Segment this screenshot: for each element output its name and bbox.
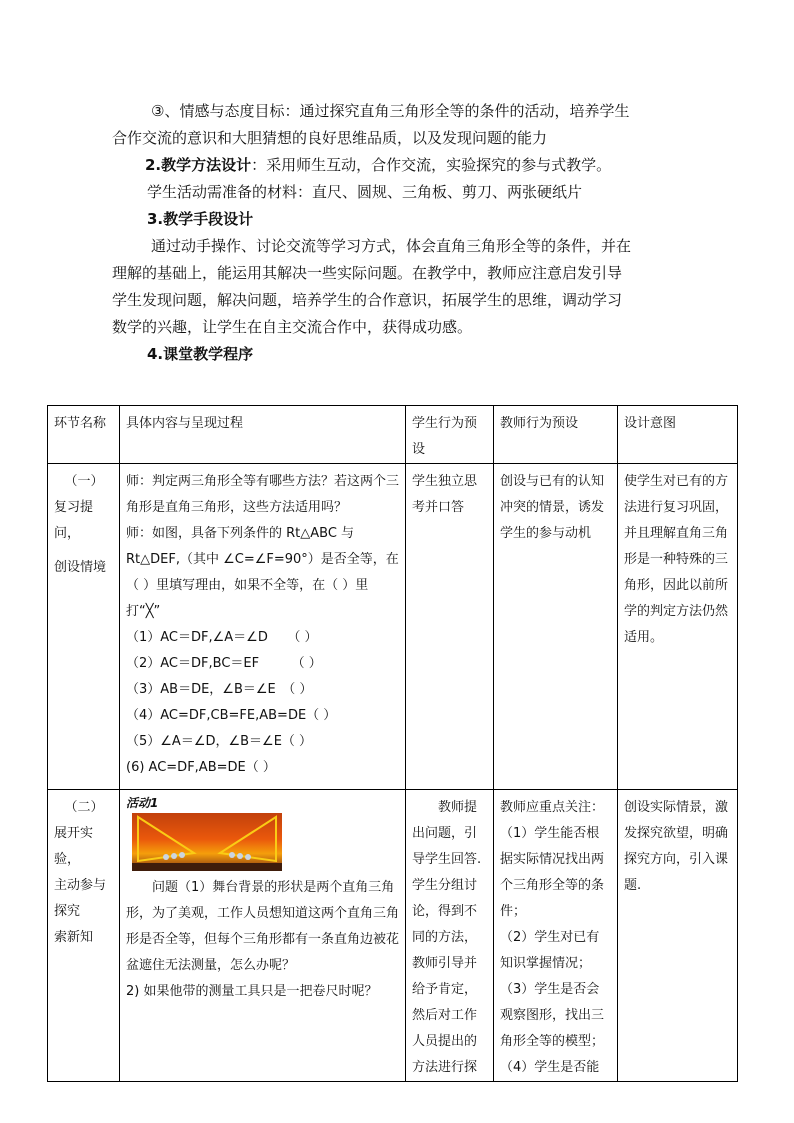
row1-item-5: （5）∠A＝∠D，∠B＝∠E（ ） [126, 734, 313, 749]
row1-item-1: （1）AC＝DF,∠A＝∠D （ ） [126, 630, 318, 645]
teacher-focus-2: （2）学生对已有知识掌握情况； [500, 930, 600, 971]
affective-goal-line1: ③、情感与态度目标：通过探究直角三角形全等的条件的活动，培养学生 [151, 102, 630, 120]
stage-triangles-illustration [132, 813, 282, 871]
row1-student-behavior: 学生独立思考并口答 [406, 464, 494, 790]
table-header-row [48, 406, 738, 464]
row2-teacher-behavior [494, 790, 618, 1082]
lesson-procedure-table [47, 405, 738, 1082]
row1-prompt: 师：如图，具备下列条件的 Rt△ABC 与 Rt△DEF,（其中 ∠C=∠F=90°）是否全等，在（ ）里填写理由，如果不全等，在（ ）里打“╳” [126, 526, 399, 619]
row1-item-2: （2）AC＝DF,BC＝EF （ ） [126, 656, 322, 671]
row1-question: 师：判定两三角形全等有哪些方法？若这两个三角形是直角三角形，这些方法适用吗？ [126, 474, 400, 515]
row2-design-intent: 创设实际情景，激发探究欲望，明确探究方向，引入课题. [618, 790, 738, 1082]
header-design-intent: 设计意图 [618, 406, 738, 464]
means-design-line3: 学生发现问题，解决问题，培养学生的合作意识，拓展学生的思维，调动学习 [112, 291, 623, 309]
means-design-line2: 理解的基础上，能运用其解决一些实际问题。在教学中，教师应注意启发引导 [112, 264, 623, 282]
flower-pots [163, 852, 251, 860]
row1-item-4: （4）AC=DF,CB=FE,AB=DE（ ） [126, 708, 337, 723]
header-stage-name: 环节名称 [48, 406, 120, 464]
affective-goal-line2: 合作交流的意识和大胆猜想的良好思维品质，以及发现问题的能力 [112, 129, 548, 147]
method-design-heading: 2.教学方法设计 [145, 156, 252, 174]
teacher-focus-3: （3）学生是否会观察图形，找出三角形全等的模型； [500, 982, 605, 1049]
paragraph-means-design [112, 233, 682, 341]
row2-stage-name-1: 展开实验， [54, 826, 94, 867]
row2-stage-name-4: 索新知 [54, 930, 94, 945]
row1-stage [48, 464, 120, 790]
row1-stage-number: （一） [64, 474, 104, 489]
paragraph-method-design [112, 152, 682, 179]
materials-line: 学生活动需准备的材料：直尺、圆规、三角板、剪刀、两张硬纸片 [147, 183, 583, 201]
teacher-focus-4: （4）学生是否能 [500, 1060, 600, 1075]
table-row [48, 790, 738, 1082]
paragraph-affective-goal [112, 98, 682, 152]
row1-content [120, 464, 406, 790]
row2-stage-name-3: 探究 [54, 904, 81, 919]
row2-stage [48, 790, 120, 1082]
method-design-text: ：采用师生互动，合作交流，实验探究的参与式教学。 [251, 156, 612, 174]
row1-stage-name-2: 创设情境 [54, 560, 107, 575]
means-design-heading: 3.教学手段设计 [147, 210, 254, 228]
row1-item-3: （3）AB＝DE，∠B＝∠E （ ） [126, 682, 313, 697]
header-content: 具体内容与呈现过程 [120, 406, 406, 464]
row1-design-intent: 使学生对已有的方法进行复习巩固，并且理解直角三角形是一种特殊的三角形，因此以前所学的判定方法仍然适用。 [618, 464, 738, 790]
row2-stage-number: （二） [64, 800, 104, 815]
stage-floor [132, 863, 282, 871]
header-teacher-behavior: 教师行为预设 [494, 406, 618, 464]
row1-stage-name-1: 复习提问， [54, 500, 94, 541]
header-student-behavior: 学生行为预设 [406, 406, 494, 464]
stage-backdrop-image [132, 813, 282, 871]
table-row [48, 464, 738, 790]
row2-content [120, 790, 406, 1082]
row1-item-6: (6) AC=DF,AB=DE（ ） [126, 760, 276, 775]
means-design-line4: 数学的兴趣，让学生在自主交流合作中，获得成功感。 [112, 318, 473, 336]
row2-student-behavior: 教师提出问题，引导学生回答.学生分组讨论，得到不同的方法，教师引导并给予肯定，然后对工作人员提出的方法进行探 [406, 790, 494, 1082]
teacher-focus-heading: 教师应重点关注： [500, 800, 605, 815]
means-design-line1: 通过动手操作、讨论交流等学习方式，体会直角三角形全等的条件，并在 [151, 237, 632, 255]
activity-title: 活动1 [126, 796, 159, 810]
row1-teacher-behavior: 创设与已有的认知冲突的情景，诱发学生的参与动机 [494, 464, 618, 790]
row2-stage-name-2: 主动参与 [54, 878, 107, 893]
teacher-focus-1: （1）学生能否根据实际情况找出两个三角形全等的条件； [500, 826, 605, 919]
row2-question-1: 问题（1）舞台背景的形状是两个直角三角形，为了美观，工作人员想知道这两个直角三角形是否全等，但每个三角形都有一条直角边被花盆遮住无法测量，怎么办呢？ [126, 880, 400, 973]
row2-question-2: 2) 如果他带的测量工具只是一把卷尺时呢？ [126, 984, 378, 999]
procedure-heading: 4.课堂教学程序 [147, 345, 254, 363]
